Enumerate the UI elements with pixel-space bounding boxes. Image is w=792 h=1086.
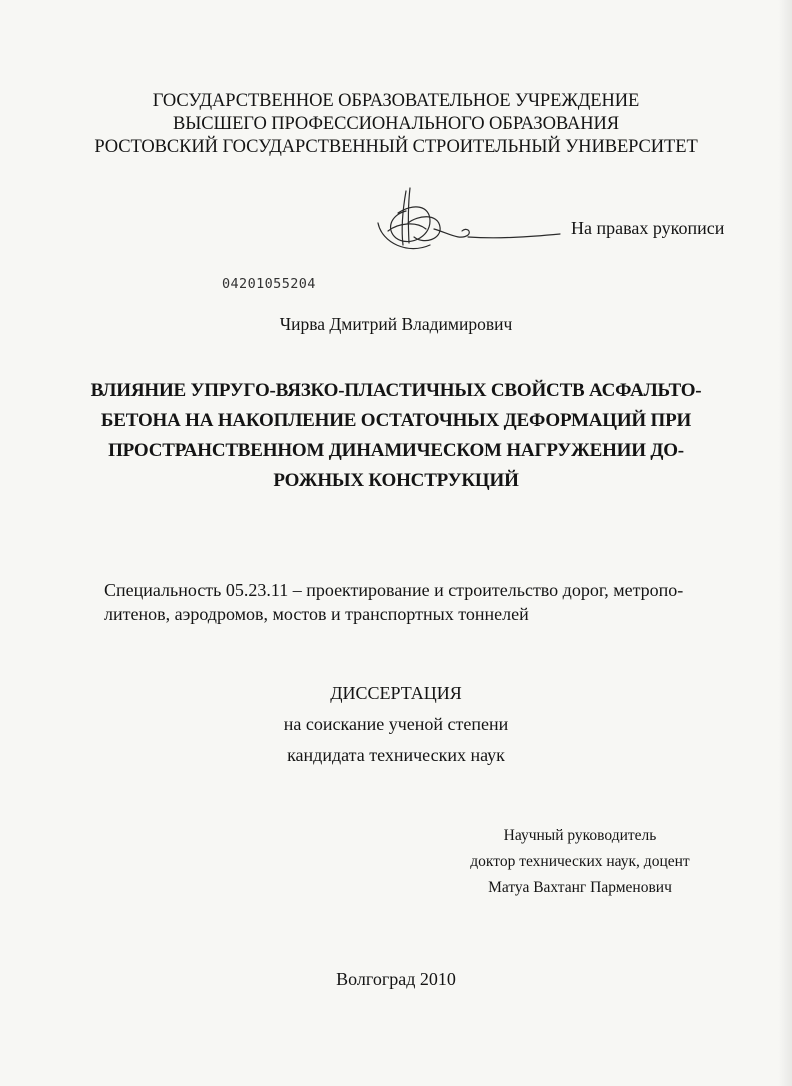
thesis-title-line-2: БЕТОНА НА НАКОПЛЕНИЕ ОСТАТОЧНЫХ ДЕФОРМАЦИЙ ПРИ xyxy=(100,410,692,431)
catalog-number-stamp: 04201055204 xyxy=(222,276,316,292)
org-line-1: ГОСУДАРСТВЕННОЕ ОБРАЗОВАТЕЛЬНОЕ УЧРЕЖДЕНИЕ xyxy=(152,91,640,111)
supervisor-degree: доктор технических наук, доцент xyxy=(470,853,690,870)
page-edge-shadow xyxy=(778,0,792,1086)
author-name: Чирва Дмитрий Владимирович xyxy=(279,314,513,334)
degree-line-1: на соискание ученой степени xyxy=(283,714,509,734)
supervisor-name: Матуа Вахтанг Парменович xyxy=(488,879,672,896)
thesis-title-line-4: РОЖНЫХ КОНСТРУКЦИЙ xyxy=(273,470,519,491)
specialty-line-2: литенов, аэродромов, мостов и транспортных тоннелей xyxy=(104,604,529,624)
city-year: Волгоград 2010 xyxy=(336,969,456,989)
handwritten-signature xyxy=(368,183,568,263)
degree-line-2: кандидата технических наук xyxy=(287,745,505,765)
rights-notice: На правах рукописи xyxy=(571,218,725,238)
org-line-3: РОСТОВСКИЙ ГОСУДАРСТВЕННЫЙ СТРОИТЕЛЬНЫЙ УНИВЕРСИТЕТ xyxy=(94,137,698,157)
thesis-title-line-1: ВЛИЯНИЕ УПРУГО-ВЯЗКО-ПЛАСТИЧНЫХ СВОЙСТВ АСФАЛЬТО- xyxy=(90,380,702,401)
dissertation-heading: ДИССЕРТАЦИЯ xyxy=(330,683,462,703)
thesis-title-line-3: ПРОСТРАНСТВЕННОМ ДИНАМИЧЕСКОМ НАГРУЖЕНИИ ДО- xyxy=(108,440,684,461)
org-line-2: ВЫСШЕГО ПРОФЕССИОНАЛЬНОГО ОБРАЗОВАНИЯ xyxy=(173,114,619,134)
specialty-line-1: Специальность 05.23.11 – проектирование и строительство дорог, метропо- xyxy=(104,580,684,600)
supervisor-role: Научный руководитель xyxy=(503,827,657,844)
